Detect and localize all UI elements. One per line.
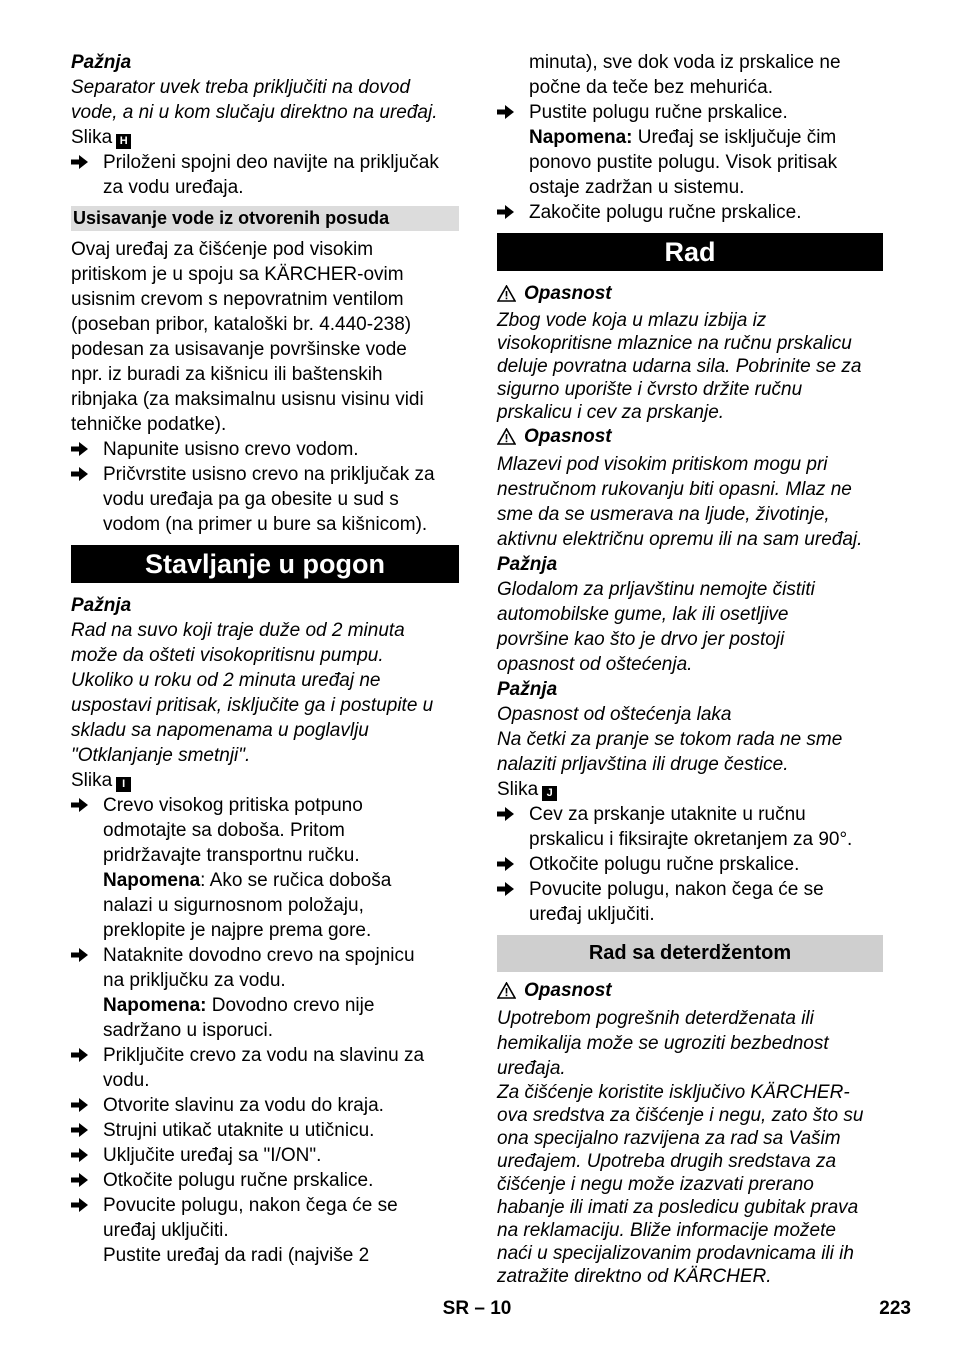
continued-text: minuta), sve dok voda iz prskalice ne počne da teče bez mehurića. bbox=[529, 52, 841, 98]
arrow-icon bbox=[71, 1143, 93, 1163]
arrow-icon bbox=[71, 793, 93, 813]
danger-text: Zbog vode koja u mlazu izbija iz visokopritisne mlaznice na ručnu prskalicu deluje povratna udarna sila. Pobrinite se za sigurno uporište i čvrsto držite ručnu prskalicu i cev za prskanje. bbox=[497, 310, 862, 423]
right-column bbox=[497, 50, 883, 1288]
arrow-icon bbox=[497, 100, 519, 120]
step-item: Uključite uređaj sa "I/ON". bbox=[71, 1143, 459, 1168]
section-subheading: Rad sa deterdžentom bbox=[497, 935, 883, 972]
arrow-icon bbox=[71, 437, 93, 457]
caution-text: Separator uvek treba priključiti na dovod bbox=[71, 77, 411, 98]
danger-text: Za čišćenje koristite isključivo KÄRCHER- ova sredstva za čišćenje i negu, zato što su ona specijalno razvijena za rad sa Vašim uređajem. Upotreba drugih sredstava za čišćenje i negu može izazvati prerano habanje ili imati za posledicu gubitak prava na reklamaciju. Bliže informacije možete naći u specijalizovanim prodavnicama ili ih zatražite direktno od KÄRCHER. bbox=[497, 1082, 864, 1287]
figure-reference: Slika H bbox=[71, 125, 459, 150]
caution-text: Glodalom za prljavštinu nemojte čistiti automobilske gume, lak ili osetljive površine kao što je drvo jer postoji opasnost od oštećenja. bbox=[497, 579, 815, 675]
arrow-icon bbox=[71, 462, 93, 482]
step-item: Crevo visokog pritiska potpuno odmotajte sa doboša. Pritom pridržavajte transportnu ručku. Napomena: Ako se ručica doboša nalazi u sigurnosnom položaju, preklopite je najpre prema gore. bbox=[71, 793, 459, 943]
warning-icon bbox=[497, 427, 516, 452]
step-item: Cev za prskanje utaknite u ručnu prskalicu i fiksirajte okretanjem za 90°. bbox=[497, 802, 883, 852]
step-item: Priključite crevo za vodu na slavinu za vodu. bbox=[71, 1043, 459, 1093]
step-item: Otkočite polugu ručne prskalice. bbox=[497, 852, 883, 877]
step-item: Strujni utikač utaknite u utičnicu. bbox=[71, 1118, 459, 1143]
caution-text: Opasnost od oštećenja laka Na četki za pranje se tokom rada ne sme nalaziti prljavština ili druge čestice. bbox=[497, 704, 843, 775]
figure-letter: H bbox=[116, 134, 131, 149]
step-item: Pričvrstite usisno crevo na priključak za vodu uređaja pa ga obesite u sud s vodom (na primer u bure sa kišnicom). bbox=[71, 462, 459, 537]
warning-icon bbox=[497, 981, 516, 1006]
arrow-icon bbox=[71, 1168, 93, 1188]
danger-text: Upotrebom pogrešnih deterdženata ili hemikalija može se ugroziti bezbednost uređaja. bbox=[497, 1008, 829, 1079]
caution-title: Pažnja bbox=[71, 52, 132, 73]
left-column bbox=[71, 50, 459, 1268]
warning-icon bbox=[497, 284, 516, 309]
caution-text: Rad na suvo koji traje duže od 2 minuta može da ošteti visokopritisnu pumpu. Ukoliko u roku od 2 minuta uređaj ne uspostavi pritisak, isključite ga i postupite u skladu sa napomenama u poglavlju "Otklanjanje smetnji". bbox=[71, 620, 434, 766]
note: Napomena: Dovodno crevo nije bbox=[103, 995, 375, 1016]
note: Napomena: Ako se ručica doboša bbox=[103, 870, 392, 891]
figure-reference: Slika J bbox=[497, 777, 883, 802]
arrow-icon bbox=[497, 852, 519, 872]
danger-title: Opasnost bbox=[497, 978, 883, 1006]
footer-section-label: SR – 10 bbox=[442, 1298, 512, 1319]
section-heading: Rad bbox=[497, 233, 883, 271]
danger-title: Opasnost bbox=[497, 424, 883, 452]
step-item: Povucite polugu, nakon čega će se uređaj uključiti. Pustite uređaj da radi (najviše 2 bbox=[71, 1193, 459, 1268]
caution-title: Pažnja bbox=[71, 595, 132, 616]
arrow-icon bbox=[71, 1118, 93, 1138]
caution-title: Pažnja bbox=[497, 679, 558, 700]
arrow-icon bbox=[71, 943, 93, 963]
step-item: Priloženi spojni deo navijte na priključak za vodu uređaja. bbox=[71, 150, 459, 200]
caution-title: Pažnja bbox=[497, 554, 558, 575]
arrow-icon bbox=[71, 150, 93, 170]
figure-letter: J bbox=[542, 786, 557, 801]
step-item: Nataknite dovodno crevo na spojnicu na priključku za vodu. Napomena: Dovodno crevo nije sadržano u isporuci. bbox=[71, 943, 459, 1043]
arrow-icon bbox=[71, 1193, 93, 1213]
arrow-icon bbox=[497, 200, 519, 220]
arrow-icon bbox=[497, 802, 519, 822]
note: Napomena: Uređaj se isključuje čim bbox=[529, 127, 837, 148]
step-item: Napunite usisno crevo vodom. bbox=[71, 437, 459, 462]
section-heading: Stavljanje u pogon bbox=[71, 545, 459, 583]
danger-title: Opasnost bbox=[497, 281, 883, 309]
caution-text: vode, a ni u kom slučaju direktno na uređaj. bbox=[71, 102, 438, 123]
step-item: Otkočite polugu ručne prskalice. bbox=[71, 1168, 459, 1193]
arrow-icon bbox=[71, 1043, 93, 1063]
suction-paragraph: Ovaj uređaj za čišćenje pod visokim pritiskom je u spoju sa KÄRCHER-ovim usisnim crevom s nepovratnim ventilom (poseban pribor, kataloški br. 4.440-238) podesan za usisavanje površinske vode npr. iz buradi za kišnicu ili baštenskih ribnjaka (za maksimalnu usisnu visinu vidi tehničke podatke). bbox=[71, 239, 424, 435]
figure-reference: Slika I bbox=[71, 768, 459, 793]
danger-text: Mlazevi pod visokim pritiskom mogu pri nestručnom rukovanju biti opasni. Mlaz ne sme da se usmerava na ljude, životinje, aktivnu električnu opremu ili na sam uređaj. bbox=[497, 454, 863, 550]
step-item: Povucite polugu, nakon čega će se uređaj uključiti. bbox=[497, 877, 883, 927]
arrow-icon bbox=[497, 877, 519, 897]
arrow-icon bbox=[71, 1093, 93, 1113]
page-number: 223 bbox=[879, 1298, 911, 1319]
step-item: Zakočite polugu ručne prskalice. bbox=[497, 200, 883, 225]
step-item: Otvorite slavinu za vodu do kraja. bbox=[71, 1093, 459, 1118]
section-subheading: Usisavanje vode iz otvorenih posuda bbox=[71, 206, 459, 231]
step-item: Pustite polugu ručne prskalice. Napomena: Uređaj se isključuje čim ponovo pustite polugu. Visok pritisak ostaje zadržan u sistemu. bbox=[497, 100, 883, 200]
figure-letter: I bbox=[116, 777, 131, 792]
